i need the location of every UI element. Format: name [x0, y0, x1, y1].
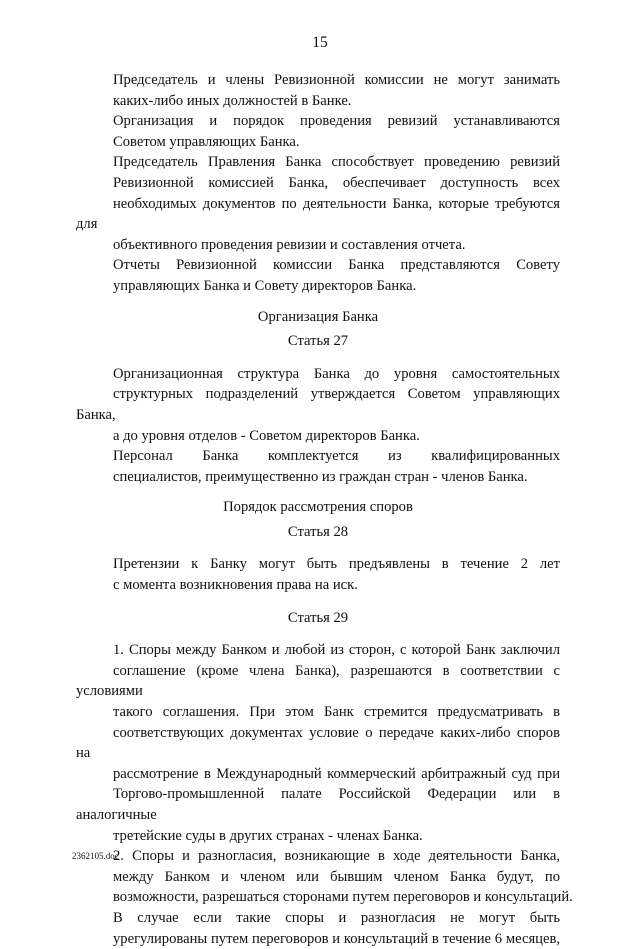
spacer: [76, 487, 560, 497]
text-line: соглашение (кроме члена Банка), разрешаются в соответствии с условиями: [76, 662, 560, 700]
text-line: Ревизионной комиссией Банка, обеспечивает доступность всех: [113, 174, 560, 191]
text-line: а до уровня отделов - Советом директоров Банка.: [113, 427, 420, 444]
text-line: между Банком и членом или бывшим членом Банка будут, по: [113, 868, 560, 885]
text-line: Персонал Банка комплектуется из квалифицированных: [113, 448, 560, 465]
paragraph: [76, 152, 560, 255]
text-line: Организация и порядок проведения ревизий устанавливаются: [113, 113, 560, 130]
document-body: [76, 70, 573, 949]
text-line: рассмотрение в Международный коммерческий арбитражный суд при: [113, 765, 560, 782]
paragraph: [76, 111, 560, 152]
text-line: Организационная структура Банка до уровня самостоятельных: [113, 365, 560, 382]
section-heading: Статья 28: [287, 523, 349, 540]
section-heading: Статья 27: [287, 333, 349, 350]
text-line: Претензии к Банку могут быть предъявлены в течение 2 лет: [113, 556, 560, 573]
text-line: 1. Споры между Банком и любой из сторон, с которой Банк заключил: [113, 642, 560, 659]
text-line: урегулированы путем переговоров и консультаций в течение 6 месяцев,: [113, 930, 560, 947]
section-heading: Порядок рассмотрения споров: [223, 499, 413, 516]
paragraph: [76, 908, 560, 949]
text-line: возможности, разрешаться сторонами путем переговоров и консультаций.: [113, 889, 573, 906]
text-line: В случае если такие споры и разногласия не могут быть: [113, 909, 560, 926]
section-heading: Статья 29: [287, 609, 349, 626]
paragraph: [76, 255, 560, 296]
page-number: 15: [312, 34, 328, 51]
paragraph: [76, 846, 573, 908]
text-line: Председатель и члены Ревизионной комиссии не могут занимать: [113, 72, 560, 88]
paragraph: [76, 364, 560, 446]
text-line: специалистов, преимущественно из граждан стран - членов Банка.: [113, 468, 528, 485]
paragraph: [76, 446, 560, 487]
text-line: с момента возникновения права на иск.: [113, 577, 358, 594]
section-heading: Организация Банка: [257, 308, 379, 325]
text-line: управляющих Банка и Совету директоров Банка.: [113, 277, 417, 294]
text-line: третейские суды в других странах - членах Банка.: [113, 827, 423, 844]
spacer: [76, 297, 560, 307]
text-line: структурных подразделений утверждается Советом управляющих Банка,: [76, 386, 560, 423]
file-name-footer: 2362105.doc: [72, 851, 119, 861]
text-line: необходимых документов по деятельности Банка, которые требуются для: [76, 195, 560, 233]
text-line: Советом управляющих Банка.: [113, 133, 300, 150]
spacer: [76, 542, 560, 554]
text-line: такого соглашения. При этом Банк стремится предусматривать в: [113, 704, 560, 721]
spacer: [76, 596, 560, 608]
text-line: 2. Споры и разногласия, возникающие в ходе деятельности Банка,: [113, 848, 560, 865]
text-line: Торгово-промышленной палате Российской Федерации или в аналогичные: [76, 786, 560, 823]
paragraph: [76, 70, 560, 111]
text-line: соответствующих документах условие о передаче каких-либо споров на: [76, 724, 560, 762]
spacer: [76, 352, 560, 364]
paragraph: [76, 640, 560, 846]
spacer: [76, 628, 560, 640]
paragraph: [76, 554, 560, 595]
text-line: объективного проведения ревизии и составления отчета.: [113, 236, 466, 253]
text-line: Отчеты Ревизионной комиссии Банка представляются Совету: [113, 257, 560, 274]
text-line: Председатель Правления Банка способствует проведению ревизий: [113, 154, 560, 171]
text-line: каких-либо иных должностей в Банке.: [113, 92, 352, 109]
